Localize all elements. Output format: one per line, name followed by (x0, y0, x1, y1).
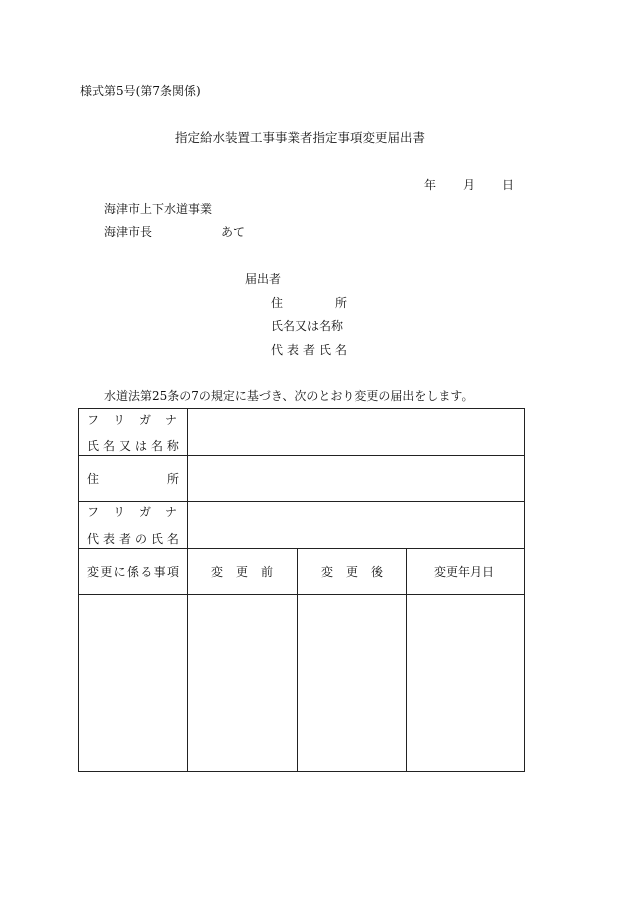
label-char: 所 (334, 296, 347, 310)
label-char: リ (112, 505, 125, 519)
label-char: 更 (345, 565, 358, 579)
label-char: 更 (235, 565, 248, 579)
label-char: ナ (164, 505, 177, 519)
applicant-label: 届出者 (245, 272, 282, 286)
column-header-after (321, 565, 383, 579)
label-char: は (134, 439, 147, 453)
form-number: 様式第5号(第7条関係) (80, 84, 201, 98)
applicant-rep-label (271, 343, 347, 357)
label-char: フ (87, 505, 100, 519)
change-item-field[interactable] (79, 595, 187, 771)
label-char: リ (112, 413, 125, 427)
label-char: 者 (302, 343, 315, 357)
label-char: 変 (321, 565, 334, 579)
statement-text: 水道法第25条の7の規定に基づき、次のとおり変更の届出をします。 (104, 389, 474, 403)
addressee-org: 海津市上下水道事業 (104, 202, 213, 216)
label-char: 名 (102, 439, 115, 453)
after-change-field[interactable] (298, 595, 406, 771)
label-char: 氏 (318, 343, 331, 357)
label-char: の (134, 532, 147, 546)
label-char: 変 (87, 565, 100, 579)
label-char: 所 (166, 472, 179, 486)
document-title: 指定給水装置工事事業者指定事項変更届出書 (175, 130, 426, 145)
address-field[interactable] (188, 456, 524, 501)
label-char: に (113, 565, 126, 579)
label-char: る (140, 565, 153, 579)
representative-name-label (87, 532, 179, 546)
label-char: 表 (102, 532, 115, 546)
row-divider (79, 548, 524, 549)
label-char: 名 (150, 439, 163, 453)
label-char: 更 (100, 565, 113, 579)
label-char: フ (87, 413, 100, 427)
label-char: 名 (334, 343, 347, 357)
name-or-title-label (87, 439, 179, 453)
label-char: 後 (370, 565, 383, 579)
date-month-label: 月 (463, 178, 476, 192)
label-char: ガ (138, 505, 151, 519)
date-year-label: 年 (424, 178, 437, 192)
label-char: 係 (126, 565, 139, 579)
date-day-label: 日 (502, 178, 515, 192)
address-label (87, 472, 179, 486)
label-char: 代 (87, 532, 100, 546)
representative-name-field[interactable] (188, 502, 524, 548)
furigana-label (87, 413, 177, 427)
label-char: 代 (271, 343, 284, 357)
name-or-title-field[interactable] (188, 409, 524, 455)
label-char: ナ (164, 413, 177, 427)
column-header-before (211, 565, 273, 579)
furigana-label (87, 505, 177, 519)
label-char: 住 (87, 472, 100, 486)
label-char: 事 (153, 565, 166, 579)
applicant-address-label (271, 296, 347, 310)
column-header-change-date: 変更年月日 (434, 565, 495, 579)
label-char: 前 (260, 565, 273, 579)
label-char: 称 (166, 439, 179, 453)
label-char: 変 (211, 565, 224, 579)
label-char: 住 (271, 296, 284, 310)
change-form-table (78, 408, 525, 772)
change-date-field[interactable] (407, 595, 524, 771)
label-char: ガ (138, 413, 151, 427)
addressee-suffix: あて (221, 225, 246, 239)
label-char: 名 (166, 532, 179, 546)
addressee-mayor: 海津市長 (104, 225, 153, 239)
label-char: 者 (118, 532, 131, 546)
label-char: 又 (118, 439, 131, 453)
label-char: 項 (166, 565, 179, 579)
before-change-field[interactable] (188, 595, 297, 771)
applicant-name-label: 氏名又は名称 (271, 319, 344, 333)
label-char: 氏 (87, 439, 100, 453)
label-char: 表 (286, 343, 299, 357)
label-char: 氏 (150, 532, 163, 546)
column-header-change-item (87, 565, 179, 579)
